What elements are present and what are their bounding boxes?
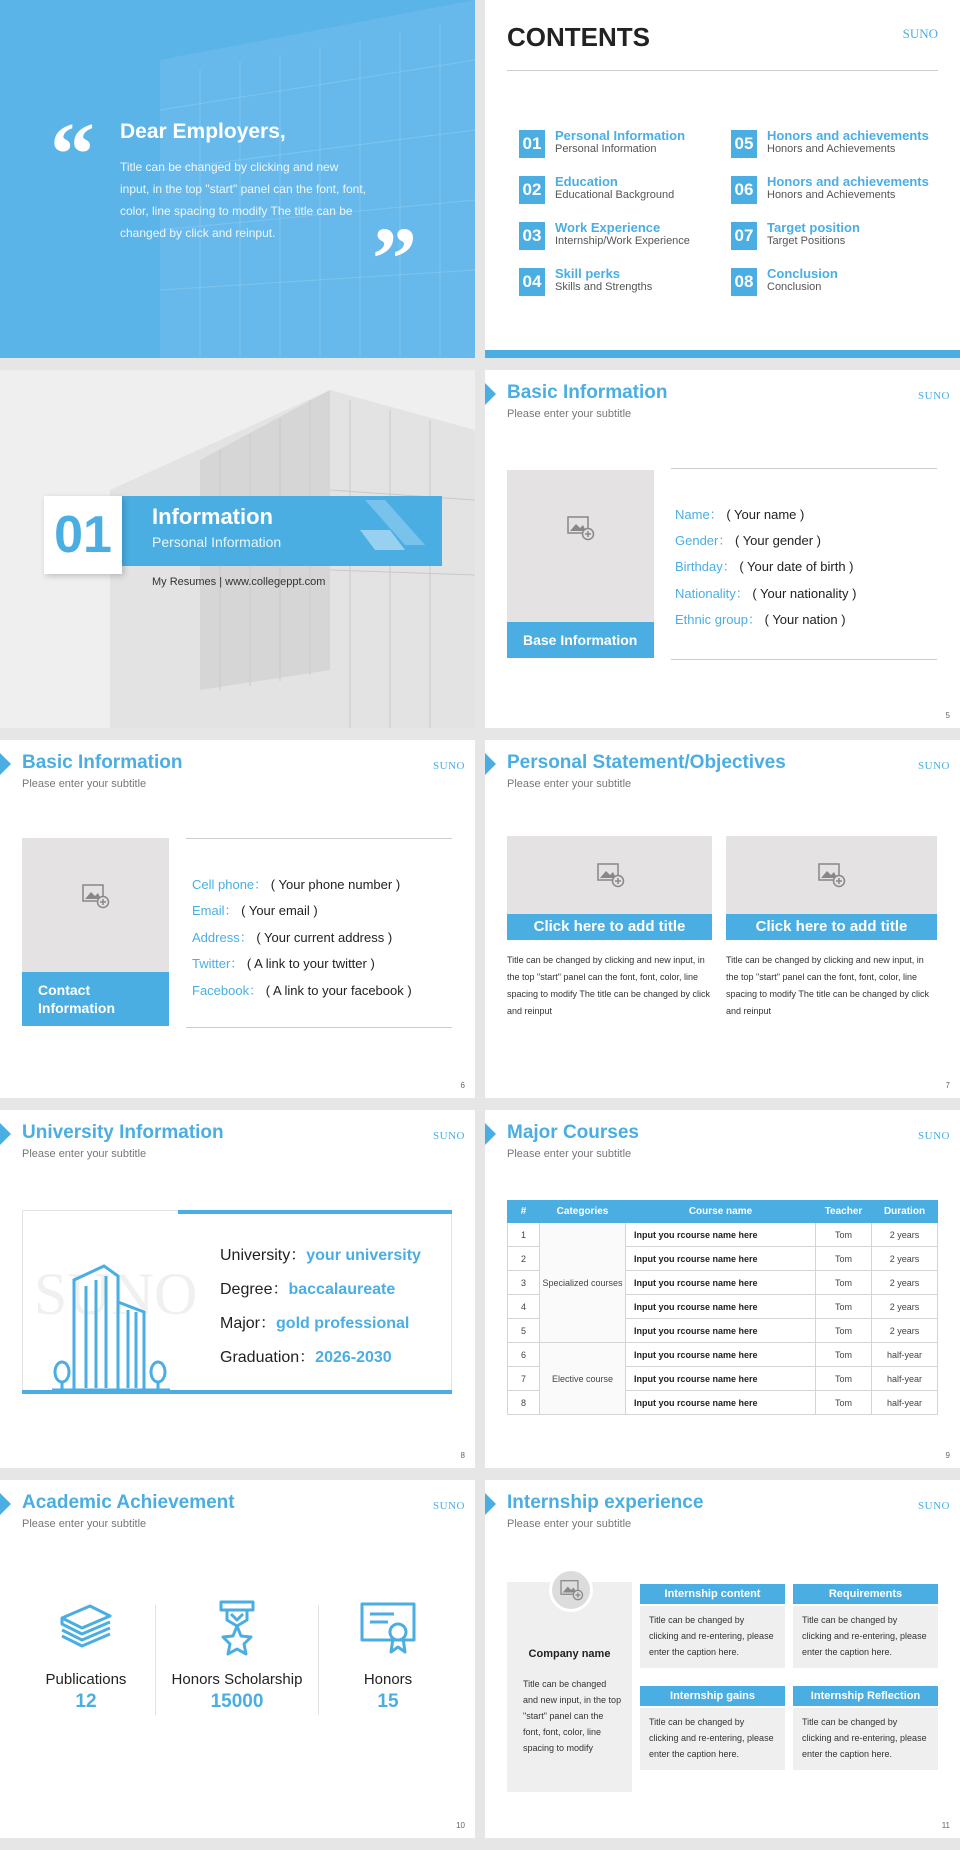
info-value: ( A link to your twitter ) <box>246 956 375 971</box>
page-number: 6 <box>460 1081 465 1090</box>
table-header: Course name <box>626 1201 816 1223</box>
cover-heading: Dear Employers, <box>120 120 286 143</box>
contents-item-title: Conclusion <box>767 266 838 281</box>
page-number: 8 <box>460 1451 465 1460</box>
slide-title: Basic Information <box>22 752 183 773</box>
info-row <box>675 609 846 628</box>
duration: 2 years <box>872 1271 938 1295</box>
achievement-value: 15000 <box>210 1691 264 1712</box>
slide-internship-experience[interactable] <box>485 1480 960 1838</box>
header-arrow-icon <box>0 1493 11 1515</box>
contents-num: 07 <box>731 222 757 250</box>
course-name: Input you rcourse name here <box>626 1367 816 1391</box>
info-key: University： <box>220 1247 307 1264</box>
duration: 2 years <box>872 1247 938 1271</box>
box-body: Title can be changed by clicking and re-entering, please enter the caption here. <box>640 1606 785 1668</box>
contents-item-title: Work Experience <box>555 220 661 235</box>
info-row <box>675 556 854 575</box>
slide-university-information[interactable] <box>0 1110 475 1468</box>
course-name: Input you rcourse name here <box>626 1223 816 1247</box>
logo: SUNO <box>918 1130 950 1142</box>
info-panel <box>186 838 452 1028</box>
header-arrow-icon <box>485 1123 496 1145</box>
achievement-publications <box>11 1600 161 1713</box>
table-row <box>508 1343 938 1367</box>
contents-item-03[interactable] <box>519 218 729 258</box>
contents-title: CONTENTS <box>507 22 650 52</box>
section-title: Information <box>152 504 273 529</box>
info-value: gold professional <box>276 1315 410 1332</box>
header-arrow-icon <box>485 383 496 405</box>
medal-icon <box>207 1600 267 1656</box>
course-name: Input you rcourse name here <box>626 1391 816 1415</box>
slide-cover[interactable] <box>0 0 475 358</box>
contents-item-title: Personal Information <box>555 128 686 143</box>
slide-major-courses[interactable] <box>485 1110 960 1468</box>
info-row <box>192 927 392 946</box>
info-row <box>675 583 856 602</box>
slide-subtitle: Please enter your subtitle <box>22 1148 147 1160</box>
slide-subtitle: Please enter your subtitle <box>22 1518 147 1530</box>
row-number: 7 <box>508 1367 540 1391</box>
image-placeholder[interactable] <box>726 836 937 914</box>
section-footer: My Resumes | www.collegeppt.com <box>152 576 326 588</box>
table-header: Teacher <box>816 1201 872 1223</box>
contents-item-title: Education <box>555 174 618 189</box>
duration: 2 years <box>872 1295 938 1319</box>
info-row <box>675 530 821 549</box>
add-image-icon <box>597 862 625 888</box>
contents-item-08[interactable] <box>731 264 941 304</box>
logo: SUNO <box>433 760 465 772</box>
contents-item-subtitle: Target Positions <box>767 235 846 247</box>
info-value: ( Your date of birth ) <box>739 559 854 574</box>
info-key: Nationality： <box>675 586 749 601</box>
table-header: Categories <box>540 1201 626 1223</box>
info-row <box>192 980 412 999</box>
statement-text: Title can be changed by clicking and new input, in the top "start" panel can the font, font, color, line spacing to modify The title can be changed by click and reinput <box>507 955 710 1016</box>
logo: SUNO <box>433 1130 465 1142</box>
add-image-icon <box>560 1579 584 1601</box>
contents-num: 06 <box>731 176 757 204</box>
box-body: Title can be changed by clicking and re-entering, please enter the caption here. <box>793 1708 938 1770</box>
slide-title: Personal Statement/Objectives <box>507 752 786 773</box>
row-number: 4 <box>508 1295 540 1319</box>
duration: 2 years <box>872 1319 938 1343</box>
table-header: # <box>508 1201 540 1223</box>
info-key: Twitter： <box>192 956 244 971</box>
contents-item-01[interactable] <box>519 126 729 166</box>
degree-row <box>220 1276 395 1299</box>
logo: SUNO <box>433 1500 465 1512</box>
info-key: Gender： <box>675 533 732 548</box>
building-icon <box>52 1260 170 1392</box>
slide-title: Basic Information <box>507 382 668 403</box>
slide-subtitle: Please enter your subtitle <box>507 1518 632 1530</box>
decorative-stripes-icon <box>360 500 430 560</box>
slide-title: Internship experience <box>507 1492 704 1513</box>
header-arrow-icon <box>485 753 496 775</box>
contents-item-04[interactable] <box>519 264 729 304</box>
header-arrow-icon <box>0 1123 11 1145</box>
achievement-label: Honors <box>363 1671 413 1688</box>
contents-num: 03 <box>519 222 545 250</box>
section-number: 01 <box>44 496 122 574</box>
watermark: SUNO <box>34 1261 198 1327</box>
course-name: Input you rcourse name here <box>626 1247 816 1271</box>
page-number: 5 <box>945 711 950 720</box>
info-value: ( Your gender ) <box>735 533 822 548</box>
contents-item-subtitle: Educational Background <box>555 189 675 201</box>
slide-basic-information[interactable] <box>485 370 960 728</box>
logo: SUNO <box>918 760 950 772</box>
duration: half-year <box>872 1343 938 1367</box>
divider <box>155 1605 156 1715</box>
course-name: Input you rcourse name here <box>626 1271 816 1295</box>
contents-item-02[interactable] <box>519 172 729 212</box>
photo-label: Contact Information <box>22 972 169 1026</box>
row-number: 5 <box>508 1319 540 1343</box>
divider <box>186 1027 452 1028</box>
teacher: Tom <box>816 1295 872 1319</box>
slide-title: Major Courses <box>507 1122 639 1143</box>
close-quote-icon: ” <box>372 210 417 309</box>
teacher: Tom <box>816 1343 872 1367</box>
contents-num: 04 <box>519 268 545 296</box>
course-name: Input you rcourse name here <box>626 1295 816 1319</box>
duration: half-year <box>872 1367 938 1391</box>
slide-contents[interactable] <box>485 0 960 358</box>
image-placeholder[interactable] <box>507 836 712 914</box>
add-title-button[interactable]: Click here to add title <box>726 914 937 940</box>
slide-personal-statement[interactable] <box>485 740 960 1098</box>
box-heading: Requirements <box>793 1584 938 1604</box>
university-row <box>220 1242 421 1265</box>
row-number: 8 <box>508 1391 540 1415</box>
teacher: Tom <box>816 1367 872 1391</box>
row-number: 1 <box>508 1223 540 1247</box>
logo: SUNO <box>918 390 950 402</box>
info-key: Ethnic group： <box>675 612 761 627</box>
table-row <box>508 1223 938 1247</box>
info-value: your university <box>306 1247 421 1264</box>
contents-item-title: Target position <box>767 220 860 235</box>
contents-item-07[interactable] <box>731 218 941 258</box>
info-row <box>192 953 375 972</box>
contents-num: 05 <box>731 130 757 158</box>
contents-num: 08 <box>731 268 757 296</box>
photo-label: Base Information <box>507 622 654 658</box>
add-image-icon <box>818 862 846 888</box>
courses-table <box>507 1200 938 1415</box>
company-description: Title can be changed and new input, in the top "start" panel can the font, font, color, line spacing to modify <box>523 1679 622 1753</box>
info-key: Facebook： <box>192 983 263 998</box>
teacher: Tom <box>816 1271 872 1295</box>
contents-item-06[interactable] <box>731 172 941 212</box>
box-heading: Internship gains <box>640 1686 785 1706</box>
row-number: 3 <box>508 1271 540 1295</box>
logo: SUNO <box>902 26 938 41</box>
logo: SUNO <box>918 1500 950 1512</box>
info-value: baccalaureate <box>288 1281 396 1298</box>
slide-title: University Information <box>22 1122 224 1143</box>
teacher: Tom <box>816 1247 872 1271</box>
divider <box>671 659 937 660</box>
contents-item-subtitle: Personal Information <box>555 143 657 155</box>
info-panel <box>671 468 937 660</box>
table-header: Duration <box>872 1201 938 1223</box>
bottom-accent-bar <box>485 350 960 358</box>
accent-bar <box>178 1210 452 1214</box>
statement-text: Title can be changed by clicking and new input, in the top "start" panel can the font, font, color, line spacing to modify The title can be changed by click and reinput <box>726 955 929 1016</box>
achievement-value: 12 <box>75 1691 97 1712</box>
divider <box>671 468 937 469</box>
achievement-label: Honors Scholarship <box>171 1671 303 1688</box>
slide-contact-information[interactable] <box>0 740 475 1098</box>
slide-subtitle: Please enter your subtitle <box>507 1148 632 1160</box>
category-cell: Elective course <box>540 1343 626 1415</box>
photo-placeholder[interactable] <box>507 470 654 658</box>
slide-subtitle: Please enter your subtitle <box>22 778 147 790</box>
open-quote-icon: “ <box>50 105 95 204</box>
box-body: Title can be changed by clicking and re-entering, please enter the caption here. <box>640 1708 785 1770</box>
divider <box>507 70 938 71</box>
box-heading: Internship content <box>640 1584 785 1604</box>
info-key: Graduation： <box>220 1349 316 1366</box>
divider <box>186 838 452 839</box>
achievement-label: Publications <box>45 1671 127 1688</box>
company-card <box>507 1582 632 1792</box>
achievement-honors <box>313 1600 463 1713</box>
certificate-icon <box>358 1600 418 1656</box>
info-key: Cell phone： <box>192 877 268 892</box>
books-icon <box>56 1600 116 1656</box>
contents-item-subtitle: Honors and Achievements <box>767 189 896 201</box>
contents-num: 01 <box>519 130 545 158</box>
info-value: ( Your email ) <box>241 903 318 918</box>
info-row <box>192 874 400 893</box>
slide-academic-achievement[interactable] <box>0 1480 475 1838</box>
contents-item-title: Honors and achievements <box>767 174 929 189</box>
info-value: ( A link to your facebook ) <box>265 983 412 998</box>
contents-item-title: Honors and achievements <box>767 128 929 143</box>
course-name: Input you rcourse name here <box>626 1343 816 1367</box>
info-row <box>192 900 318 919</box>
course-name: Input you rcourse name here <box>626 1319 816 1343</box>
slide-section[interactable] <box>0 370 475 728</box>
page-number: 10 <box>456 1821 465 1830</box>
info-value: ( Your name ) <box>726 507 805 522</box>
info-value: ( Your current address ) <box>256 930 393 945</box>
teacher: Tom <box>816 1391 872 1415</box>
contents-item-subtitle: Honors and Achievements <box>767 143 896 155</box>
info-key: Birthday： <box>675 559 736 574</box>
info-key: Address： <box>192 930 253 945</box>
info-value: ( Your phone number ) <box>270 877 401 892</box>
info-value: ( Your nationality ) <box>752 586 857 601</box>
company-avatar[interactable] <box>549 1568 593 1612</box>
contents-item-subtitle: Conclusion <box>767 281 822 293</box>
info-value: ( Your nation ) <box>764 612 846 627</box>
add-image-icon <box>567 515 595 541</box>
info-key: Email： <box>192 903 238 918</box>
duration: half-year <box>872 1391 938 1415</box>
slide-subtitle: Please enter your subtitle <box>507 408 632 420</box>
info-row <box>675 504 804 523</box>
teacher: Tom <box>816 1319 872 1343</box>
contents-num: 02 <box>519 176 545 204</box>
contents-item-subtitle: Skills and Strengths <box>555 281 653 293</box>
contents-item-subtitle: Internship/Work Experience <box>555 235 690 247</box>
info-key: Major： <box>220 1315 277 1332</box>
duration: 2 years <box>872 1223 938 1247</box>
slide-subtitle: Please enter your subtitle <box>507 778 632 790</box>
add-title-button[interactable]: Click here to add title <box>507 914 712 940</box>
graduation-row <box>220 1344 392 1367</box>
box-body: Title can be changed by clicking and re-entering, please enter the caption here. <box>793 1606 938 1668</box>
teacher: Tom <box>816 1223 872 1247</box>
achievement-value: 15 <box>377 1691 399 1712</box>
info-value: 2026-2030 <box>315 1349 392 1366</box>
header-arrow-icon <box>485 1493 496 1515</box>
page-number: 7 <box>945 1081 950 1090</box>
row-number: 2 <box>508 1247 540 1271</box>
slide-title: Academic Achievement <box>22 1492 235 1513</box>
achievement-scholarship <box>162 1600 312 1713</box>
section-subtitle: Personal Information <box>152 534 282 550</box>
category-cell: Specialized courses <box>540 1223 626 1343</box>
info-key: Name： <box>675 507 723 522</box>
contents-item-05[interactable] <box>731 126 941 166</box>
page-number: 9 <box>945 1451 950 1460</box>
contents-item-title: Skill perks <box>555 266 621 281</box>
cover-body: Title can be changed by clicking and new input, in the top "start" panel can the font, font, color, line spacing to modify The title can be changed by click and reinput. <box>120 160 367 240</box>
page-number: 11 <box>941 1821 950 1830</box>
header-arrow-icon <box>0 753 11 775</box>
company-name: Company name <box>528 1648 611 1660</box>
add-image-icon <box>82 883 110 909</box>
box-heading: Internship Reflection <box>793 1686 938 1706</box>
info-key: Degree： <box>220 1281 289 1298</box>
row-number: 6 <box>508 1343 540 1367</box>
table-header-row <box>508 1201 938 1223</box>
major-row <box>220 1310 409 1333</box>
photo-placeholder[interactable] <box>22 838 169 1026</box>
